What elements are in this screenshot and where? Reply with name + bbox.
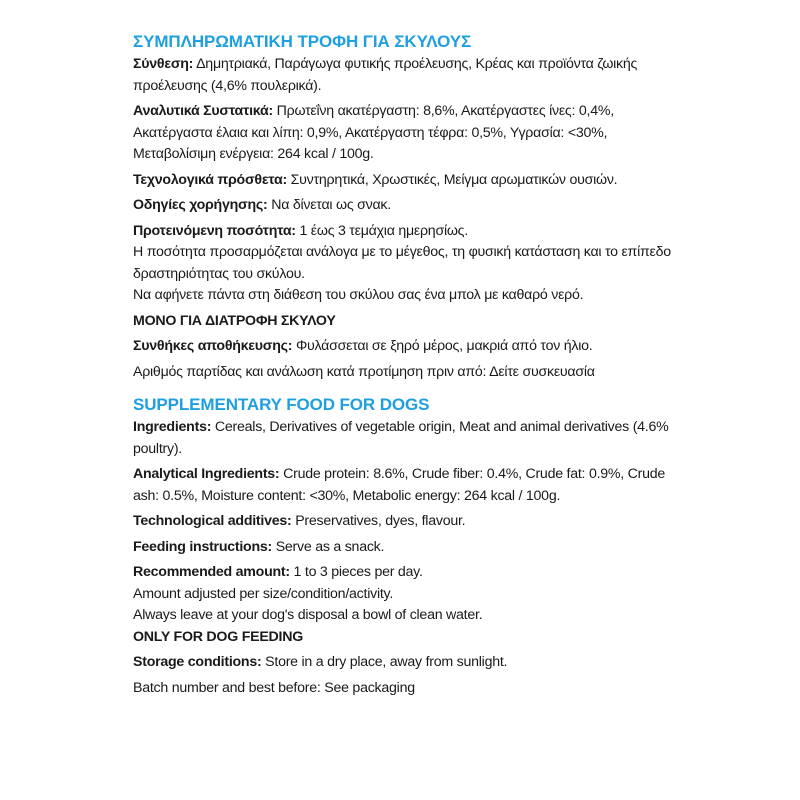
english-amount (133, 562, 673, 627)
greek-analytical (133, 101, 673, 166)
greek-composition-label: Σύνθεση: (133, 56, 194, 72)
label-document (133, 30, 673, 703)
english-feeding-text: Serve as a snack. (272, 538, 385, 555)
greek-storage-label: Συνθήκες αποθήκευσης: (133, 338, 293, 354)
greek-analytical-label: Αναλυτικά Συστατικά: (133, 103, 273, 119)
english-title: SUPPLEMENTARY FOOD FOR DOGS (133, 395, 430, 414)
greek-storage-text: Φυλάσσεται σε ξηρό μέρος, μακριά από τον ήλιο. (292, 338, 593, 354)
greek-amount-line2: Η ποσότητα προσαρμόζεται ανάλογα με το μέγεθος, τη φυσική κατάσταση και το επίπεδο δραστηριότητας του σκύλου. (133, 244, 671, 282)
greek-composition-text: Δημητριακά, Παράγωγα φυτικής προέλευσης, Κρέας και προϊόντα ζωικής προέλευσης (4,6% πουλερικά). (133, 56, 638, 94)
english-amount-line2: Amount adjusted per size/condition/activity. (133, 585, 394, 602)
greek-amount-label: Προτεινόμενη ποσότητα: (133, 222, 296, 239)
english-additives (133, 511, 673, 533)
greek-amount-line3: Να αφήνετε πάντα στη διάθεση του σκύλου σας ένα μπολ με καθαρό νερό. (133, 287, 584, 303)
greek-feeding (133, 195, 673, 217)
english-ingredients (133, 417, 673, 460)
english-additives-text: Preservatives, dyes, flavour. (291, 513, 466, 529)
english-amount-line1 (133, 562, 673, 584)
english-ingredients-label: Ingredients: (133, 419, 212, 435)
greek-title: ΣΥΜΠΛΗΡΩΜΑΤΙΚΗ ΤΡΟΦΗ ΓΙΑ ΣΚΥΛΟΥΣ (133, 32, 472, 51)
english-dog-only: ONLY FOR DOG FEEDING (133, 628, 304, 645)
greek-additives-text: Συντηρητικά, Χρωστικές, Μείγμα αρωματικών ουσιών. (286, 171, 618, 188)
greek-additives (133, 170, 673, 192)
english-storage (133, 652, 673, 674)
english-batch: Batch number and best before: See packaging (133, 679, 415, 696)
english-amount-text: 1 to 3 pieces per day. (289, 564, 423, 580)
english-analytical-label: Analytical Ingredients: (133, 466, 280, 482)
greek-amount-text: 1 έως 3 τεμάχια ημερησίως. (295, 222, 468, 239)
english-storage-label: Storage conditions: (133, 654, 262, 670)
greek-feeding-text: Να δίνεται ως σνακ. (267, 197, 391, 213)
greek-amount (133, 221, 673, 307)
english-ingredients-text: Cereals, Derivatives of vegetable origin, Meat and animal derivatives (4.6% poultry). (133, 419, 669, 457)
english-storage-text: Store in a dry place, away from sunlight. (261, 654, 508, 670)
greek-feeding-label: Οδηγίες χορήγησης: (133, 197, 268, 213)
english-additives-label: Technological additives: (133, 513, 292, 529)
greek-composition (133, 54, 673, 97)
greek-storage (133, 336, 673, 358)
greek-amount-line1 (133, 221, 673, 243)
greek-additives-label: Τεχνολογικά πρόσθετα: (133, 171, 287, 188)
greek-batch: Αριθμός παρτίδας και ανάλωση κατά προτίμηση πριν από: Δείτε συσκευασία (133, 363, 595, 380)
english-feeding-label: Feeding instructions: (133, 538, 272, 555)
english-amount-label: Recommended amount: (133, 564, 290, 580)
english-feeding (133, 537, 673, 559)
english-amount-line3: Always leave at your dog's disposal a bowl of clean water. (133, 607, 483, 623)
english-analytical (133, 464, 673, 507)
english-analytical-text: Crude protein: 8.6%, Crude fiber: 0.4%, Crude fat: 0.9%, Crude ash: 0.5%, Moisture content: <30%, Metabolic energy: 264 kcal / 100g. (133, 466, 666, 504)
greek-dog-only: ΜΟΝΟ ΓΙΑ ΔΙΑΤΡΟΦΗ ΣΚΥΛΟΥ (133, 312, 336, 329)
greek-analytical-text: Πρωτεΐνη ακατέργαστη: 8,6%, Ακατέργαστες ίνες: 0,4%, Ακατέργαστα έλαια και λίπη: 0,9%, Ακατέργαστη τέφρα: 0,5%, Υγρασία: <30%, Μεταβολίσιμη ενέργεια: 264 kcal / 100g. (133, 103, 614, 162)
